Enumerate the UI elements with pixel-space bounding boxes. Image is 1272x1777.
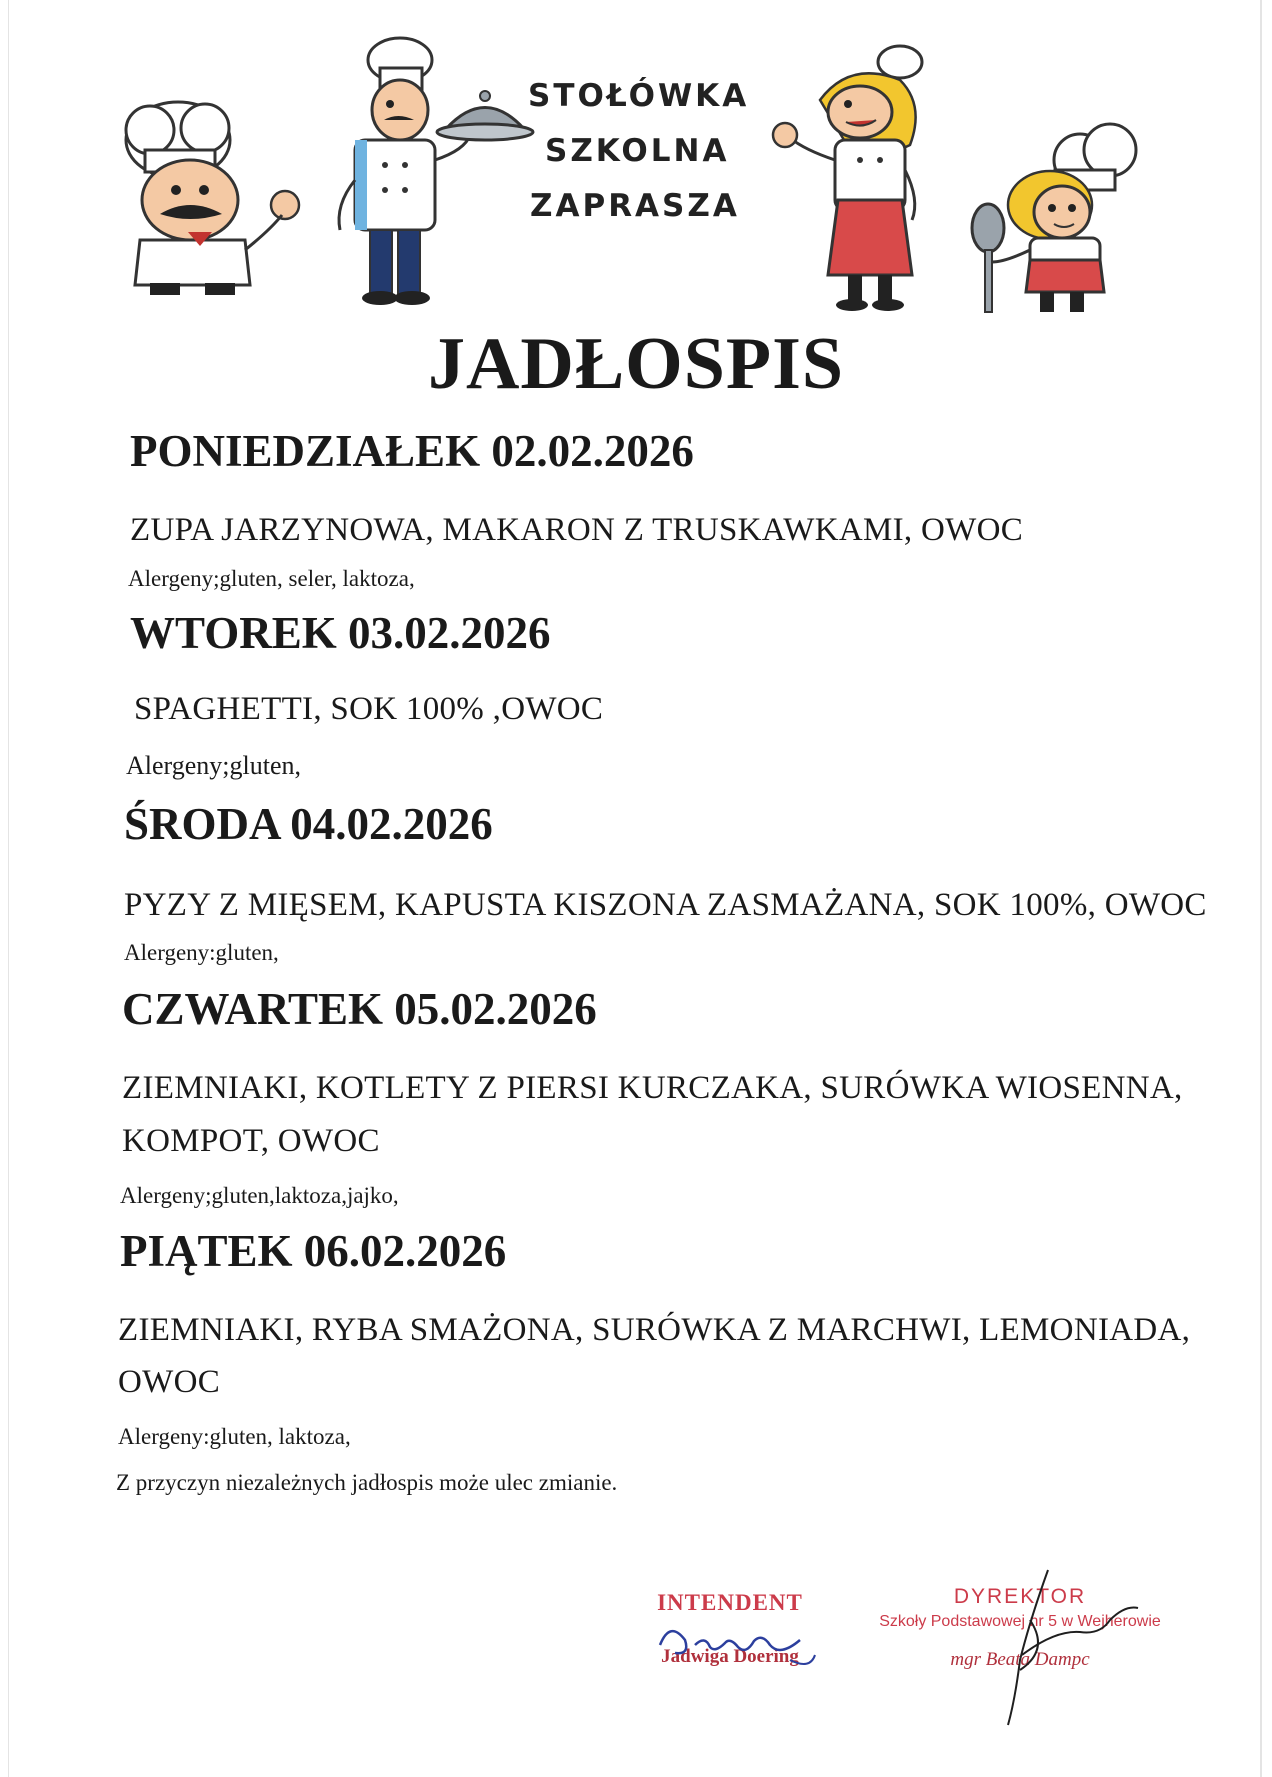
director-school: Szkoły Podstawowej nr 5 w Wejherowie xyxy=(879,1613,1161,1630)
menu-line-friday-1: ZIEMNIAKI, RYBA SMAŻONA, SURÓWKA Z MARCHWI, LEMONIADA, xyxy=(118,1312,1191,1348)
day-heading-friday: PIĄTEK 06.02.2026 xyxy=(120,1226,507,1276)
chef-mustache-illustration xyxy=(126,102,299,295)
allergens-thursday: Alergeny;gluten,laktoza,jajko, xyxy=(120,1183,399,1208)
allergens-tuesday: Alergeny;gluten, xyxy=(126,751,301,780)
director-role: DYREKTOR xyxy=(953,1585,1087,1608)
chef-girl-spoon-illustration xyxy=(972,124,1136,312)
menu-line-thursday-2: KOMPOT, OWOC xyxy=(122,1123,380,1159)
allergens-friday: Alergeny:gluten, laktoza, xyxy=(118,1424,351,1449)
director-name: mgr Beata Dampc xyxy=(950,1649,1090,1670)
slogan-line-1: STOŁÓWKA xyxy=(528,78,750,114)
menu-line-thursday-1: ZIEMNIAKI, KOTLETY Z PIERSI KURCZAKA, SURÓWKA WIOSENNA, xyxy=(122,1070,1183,1106)
intendent-signature xyxy=(650,1615,820,1670)
allergens-monday: Alergeny;gluten, seler, laktoza, xyxy=(128,566,415,591)
allergens-wednesday: Alergeny:gluten, xyxy=(124,940,279,965)
page-title: JADŁOSPIS xyxy=(427,323,845,405)
menu-line-tuesday: SPAGHETTI, SOK 100% ,OWOC xyxy=(134,691,604,727)
day-heading-wednesday: ŚRODA 04.02.2026 xyxy=(124,799,493,849)
day-heading-tuesday: WTOREK 03.02.2026 xyxy=(130,608,551,658)
chef-woman-apron-illustration xyxy=(773,46,922,311)
menu-line-wednesday: PYZY Z MIĘSEM, KAPUSTA KISZONA ZASMAŻANA, SOK 100%, OWOC xyxy=(124,887,1207,923)
chef-with-platter-illustration xyxy=(339,38,533,305)
slogan-line-3: ZAPRASZA xyxy=(530,188,740,224)
day-heading-thursday: CZWARTEK 05.02.2026 xyxy=(122,984,597,1034)
change-notice: Z przyczyn niezależnych jadłospis może ulec zmianie. xyxy=(116,1470,618,1495)
intendent-name: Jadwiga Doering xyxy=(661,1646,799,1667)
menu-line-friday-2: OWOC xyxy=(118,1364,221,1400)
day-heading-monday: PONIEDZIAŁEK 02.02.2026 xyxy=(130,426,694,476)
menu-line-monday: ZUPA JARZYNOWA, MAKARON Z TRUSKAWKAMI, OWOC xyxy=(130,512,1024,548)
director-signature xyxy=(960,1560,1140,1730)
slogan-line-2: SZKOLNA xyxy=(545,133,730,169)
intendent-role: INTENDENT xyxy=(657,1590,803,1615)
